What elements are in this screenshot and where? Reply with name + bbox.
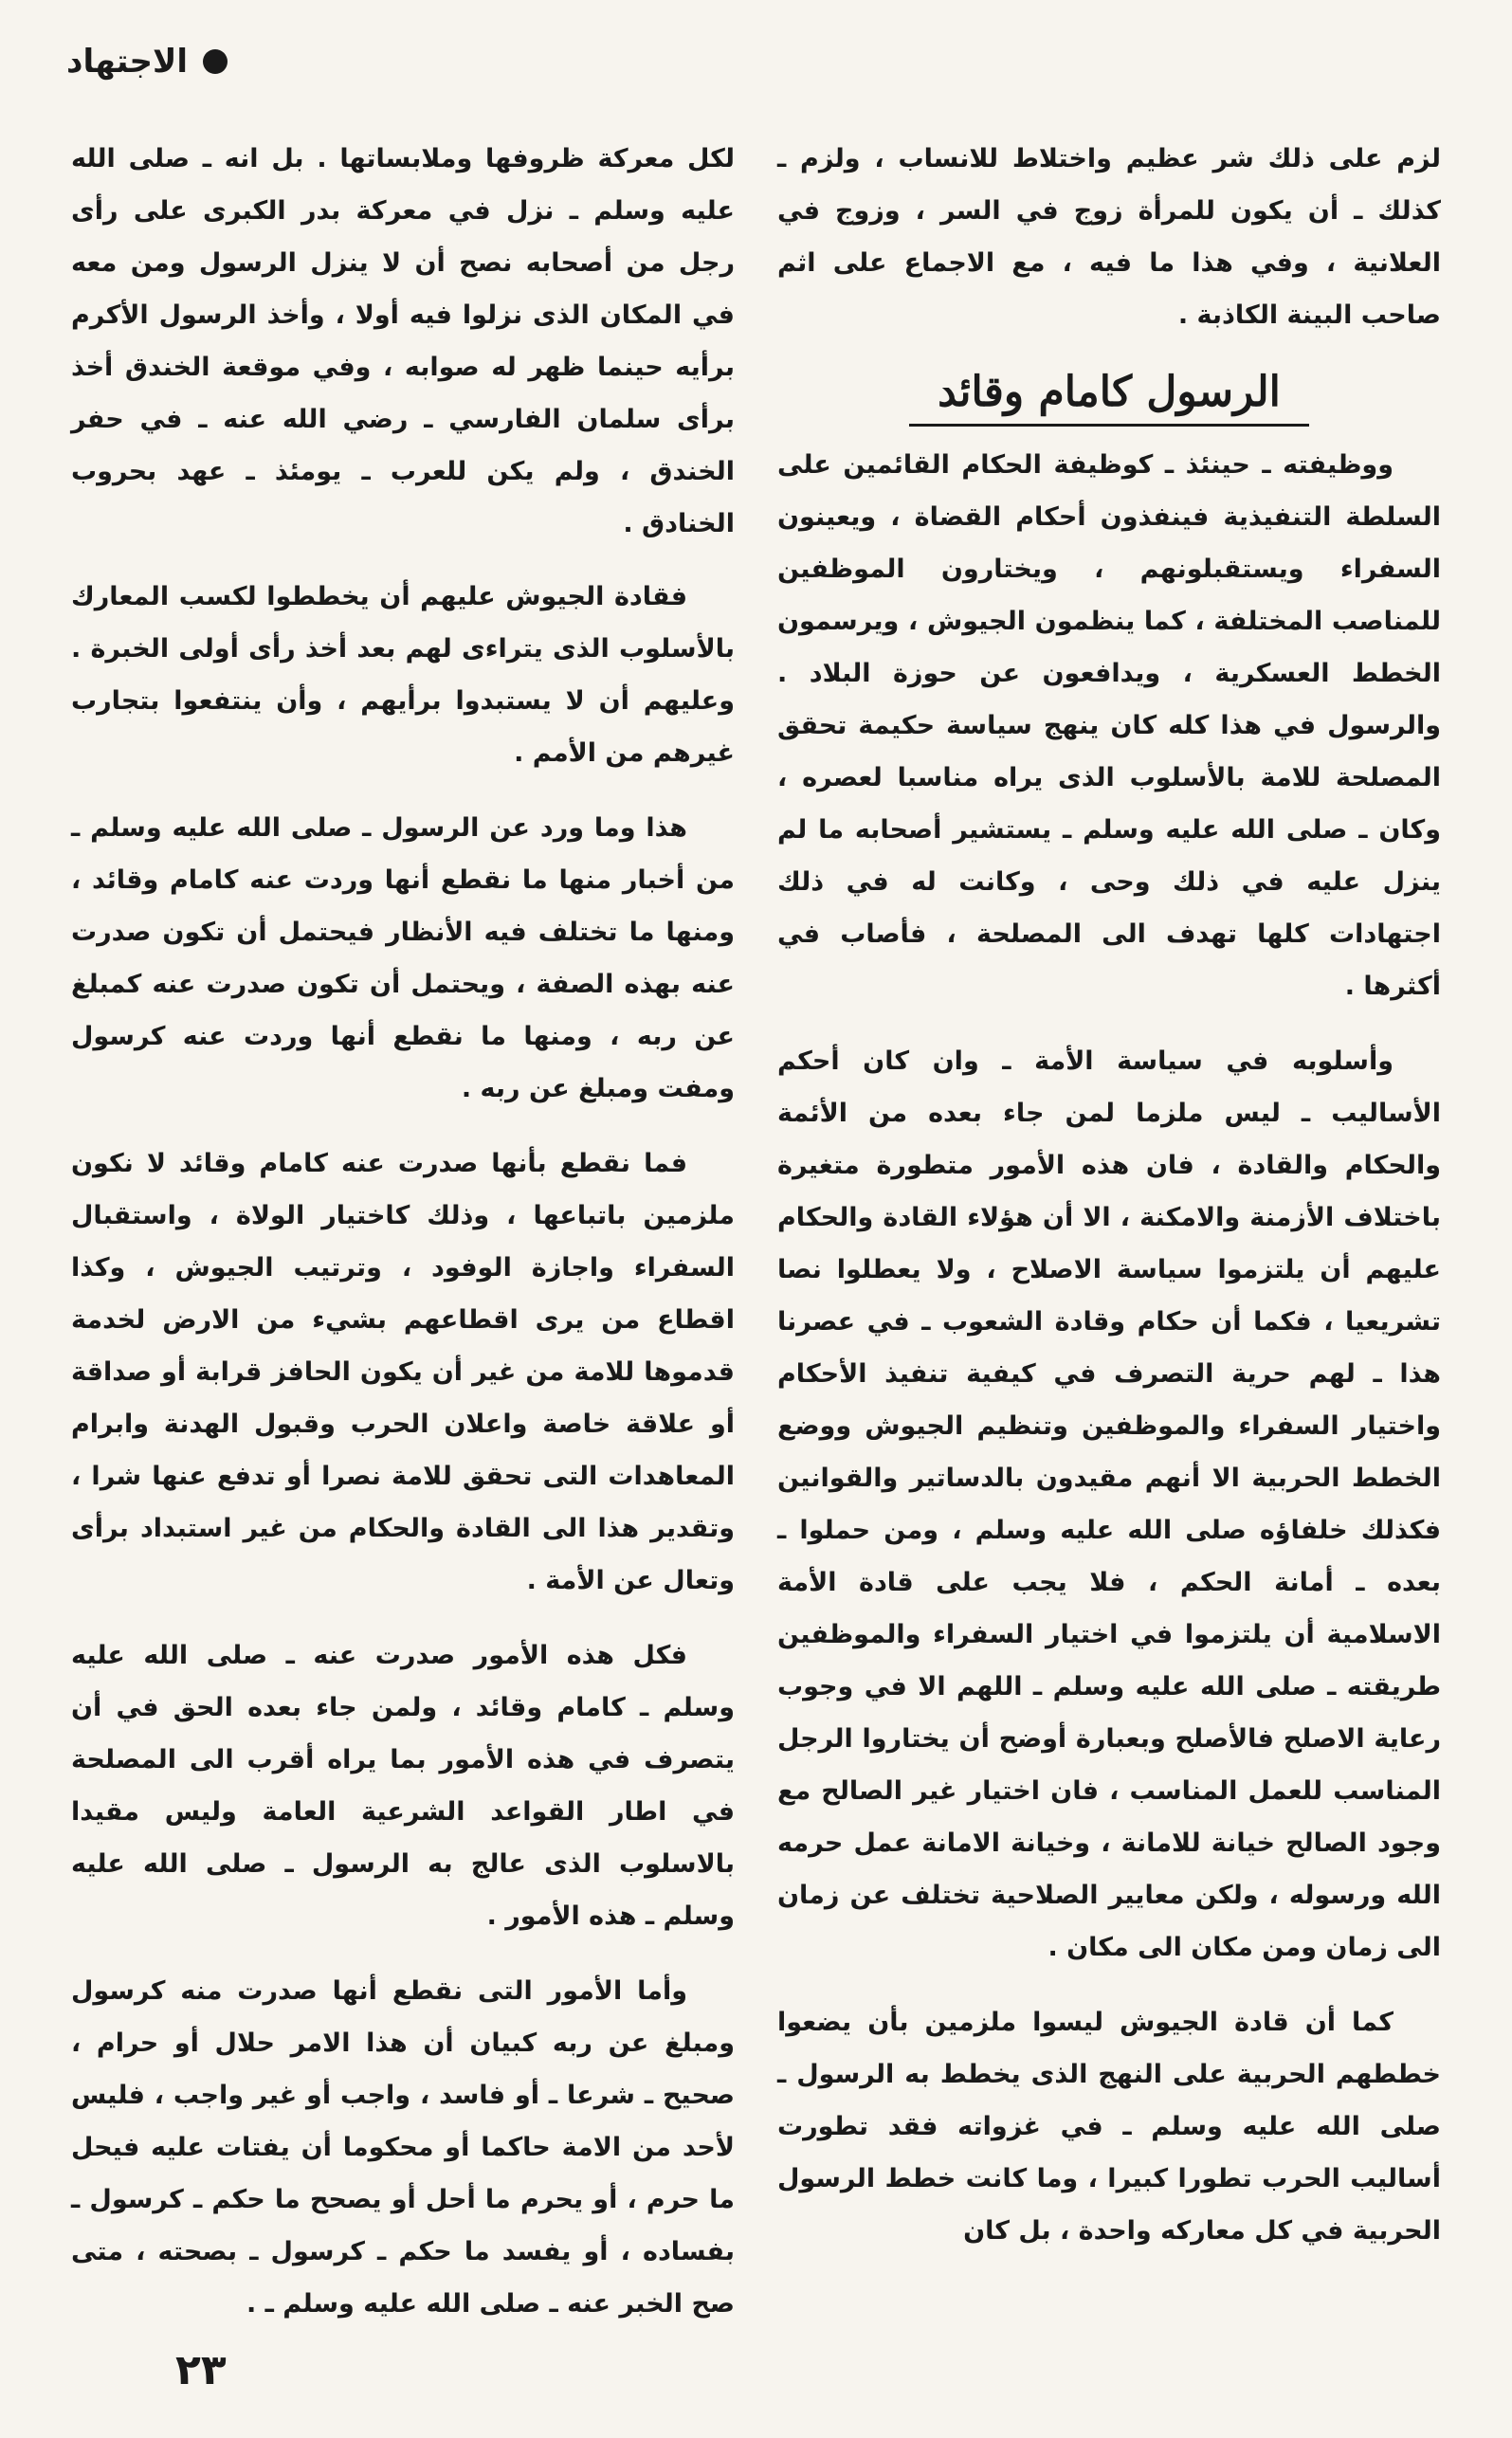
paragraph: فما نقطع بأنها صدرت عنه كامام وقائد لا نكون ملزمين باتباعها ، وذلك كاختيار الولاة ، واستقبال السفراء واجازة الوفود ، وترتيب الجيوش ، وكذا اقطاع من يرى اقطاعهم بشيء من الارض لخدمة قدموها للامة من غير أن يكون الحافز قرابة أو صداقة أو علاقة خاصة واعلان الحرب وقبول الهدنة وابرام المعاهدات التى تحقق للامة نصرا أو تدفع عنها شرا ، وتقدير هذا الى القادة والحكام من غير استبداد برأى وتعال عن الأمة . [71, 1149, 735, 1595]
journal-header [66, 43, 228, 81]
paragraph: وأما الأمور التى نقطع أنها صدرت منه كرسول ومبلغ عن ربه كبيان أن هذا الامر حلال أو حرام ، صحيح ـ شرعا ـ أو فاسد ، واجب أو غير واجب ، فليس لأحد من الامة حاكما أو محكوما أن يفتات عليه فيحل ما حرم ، أو يحرم ما أحل أو يصحح ما حكم ـ كرسول ـ بفساده ، أو يفسد ما حكم ـ كرسول ـ بصحته ، متى صح الخبر عنه ـ صلى الله عليه وسلم ـ . [71, 1976, 735, 2319]
right-column [777, 133, 1441, 2280]
intro-paragraph: لزم على ذلك شر عظيم واختلاط للانساب ، ولزم ـ كذلك ـ أن يكون للمرأة زوج في السر ، وزوج في العلانية ، وفي هذا ما فيه ، مع الاجماع على اثم صاحب البينة الكاذبة . [777, 144, 1441, 330]
section-title-text: الرسول كامام وقائد [909, 368, 1309, 427]
paragraph: فقادة الجيوش عليهم أن يخططوا لكسب المعارك بالأسلوب الذى يتراءى لهم بعد أخذ رأى أولى الخبرة . وعليهم أن لا يستبدوا برأيهم ، وأن ينتفعوا بتجارب غيرهم من الأمم . [71, 582, 735, 768]
page-number: ٢٣ [175, 2346, 227, 2394]
paragraph: ووظيفته ـ حينئذ ـ كوظيفة الحكام القائمين على السلطة التنفيذية فينفذون أحكام القضاة ، ويعينون السفراء ويستقبلونهم ، ويختارون الموظفين للمناصب المختلفة ، كما ينظمون الجيوش ، ويرسمون الخطط العسكرية ، ويدافعون عن حوزة البلاد . والرسول في هذا كله كان ينهج سياسة حكيمة تحقق المصلحة للامة بالأسلوب الذى يراه مناسبا لعصره ، وكان ـ صلى الله عليه وسلم ـ يستشير أصحابه ما لم ينزل عليه في ذلك وحى ، وكانت له في ذلك اجتهادات كلها تهدف الى المصلحة ، فأصاب في أكثرها . [777, 450, 1441, 1001]
left-column [71, 133, 735, 2353]
journal-name: الاجتهاد [66, 43, 189, 81]
bullet-icon [203, 49, 228, 74]
paragraph: لكل معركة ظروفها وملابساتها . بل انه ـ صلى الله عليه وسلم ـ نزل في معركة بدر الكبرى على رأى رجل من أصحابه نصح أن لا ينزل الرسول ومن معه في المكان الذى نزلوا فيه أولا ، وأخذ الرسول الأكرم برأيه حينما ظهر له صوابه ، وفي موقعة الخندق أخذ برأى سلمان الفارسي ـ رضي الله عنه ـ في حفر الخندق ، ولم يكن للعرب ـ يومئذ ـ عهد بحروب الخنادق . [71, 144, 735, 538]
paragraph: هذا وما ورد عن الرسول ـ صلى الله عليه وسلم ـ من أخبار منها ما نقطع أنها وردت عنه كامام وقائد ، ومنها ما تختلف فيه الأنظار فيحتمل أن تكون صدرت عنه بهذه الصفة ، ويحتمل أن تكون صدرت عنه كمبلغ عن ربه ، ومنها ما نقطع أنها وردت عنه كرسول ومفت ومبلغ عن ربه . [71, 813, 735, 1103]
paragraph: فكل هذه الأمور صدرت عنه ـ صلى الله عليه وسلم ـ كامام وقائد ، ولمن جاء بعده الحق في أن يتصرف في هذه الأمور بما يراه أقرب الى المصلحة في اطار القواعد الشرعية العامة وليس مقيدا بالاسلوب الذى عالج به الرسول ـ صلى الله عليه وسلم ـ هذه الأمور . [71, 1641, 735, 1931]
paragraph: وأسلوبه في سياسة الأمة ـ وان كان أحكم الأساليب ـ ليس ملزما لمن جاء بعده من الأئمة والحكام والقادة ، فان هذه الأمور متطورة متغيرة باختلاف الأزمنة والامكنة ، الا أن هؤلاء القادة والحكام عليهم أن يلتزموا سياسة الاصلاح ، ولا يعطلوا نصا تشريعيا ، فكما أن حكام وقادة الشعوب ـ في عصرنا هذا ـ لهم حرية التصرف في كيفية تنفيذ الأحكام واختيار السفراء والموظفين وتنظيم الجيوش ووضع الخطط الحربية الا أنهم مقيدون بالدساتير والقوانين فكذلك خلفاؤه صلى الله عليه وسلم ، ومن حملوا ـ بعده ـ أمانة الحكم ، فلا يجب على قادة الأمة الاسلامية أن يلتزموا في اختيار السفراء والموظفين طريقته ـ صلى الله عليه وسلم ـ اللهم الا في وجوب رعاية الاصلح فالأصلح وبعبارة أوضح أن يختاروا الرجل المناسب للعمل المناسب ، فان اختيار غير الصالح مع وجود الصالح خيانة للامانة ، وخيانة الامانة عمل حرمه الله ورسوله ، ولكن معايير الصلاحية تختلف عن زمان الى زمان ومن مكان الى مكان . [777, 1046, 1441, 1962]
section-title [777, 366, 1441, 418]
paragraph: كما أن قادة الجيوش ليسوا ملزمين بأن يضعوا خططهم الحربية على النهج الذى يخطط به الرسول ـ صلى الله عليه وسلم ـ في غزواته فقد تطورت أساليب الحرب تطورا كبيرا ، وما كانت خطط الرسول الحربية في كل معاركه واحدة ، بل كان [777, 2008, 1441, 2246]
